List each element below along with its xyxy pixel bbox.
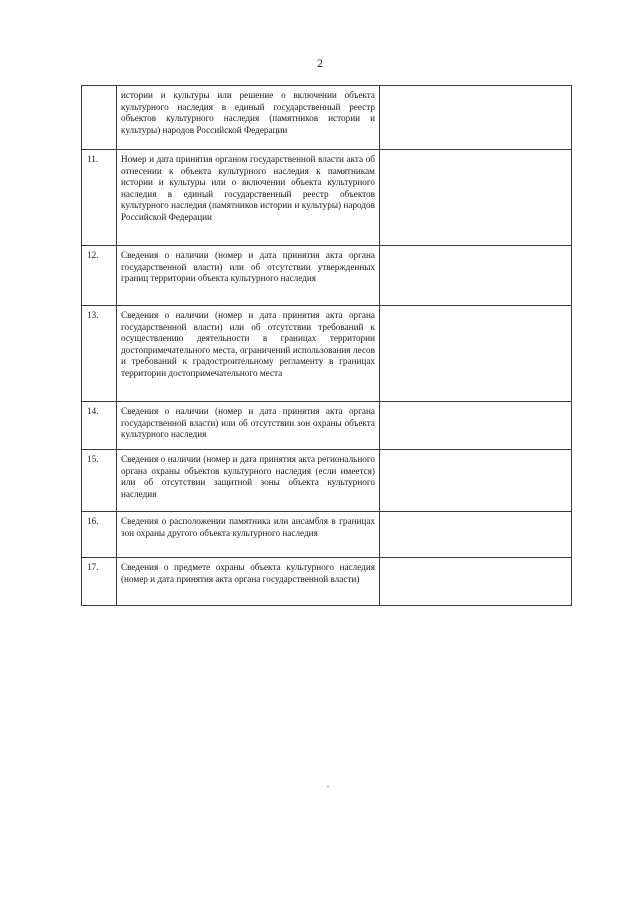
row-number (82, 86, 117, 150)
table-row (82, 512, 572, 558)
row-description: Сведения о наличии (номер и дата принятия акта органа государственной власти) или об отсутствии зон охраны объекта культурного наследия (117, 402, 380, 450)
row-value (380, 306, 572, 402)
table-row (82, 246, 572, 306)
table-row (82, 150, 572, 246)
row-value (380, 86, 572, 150)
row-description: Сведения о наличии (номер и дата принятия акта органа государственной власти) или об отсутствии утвержденных границ территории объекта культурного наследия (117, 246, 380, 306)
row-number: 17. (82, 558, 117, 606)
row-value (380, 558, 572, 606)
row-value (380, 246, 572, 306)
row-number: 16. (82, 512, 117, 558)
row-description: Сведения о расположении памятника или ансамбля в границах зон охраны другого объекта культурного наследия (117, 512, 380, 558)
row-description: Сведения о наличии (номер и дата принятия акта органа государственной власти) или об отсутствии требований к осуществлению деятельности в границах территории достопримечательного места, ограничений использования лесов и требований к градостроительному регламенту в границах территории достопримечательного места (117, 306, 380, 402)
registry-table (81, 85, 572, 606)
row-description: Номер и дата принятия органом государственной власти акта об отнесении к объекта культурного наследия к памятникам истории и культуры или о включении объекта культурного наследия в единый государственный реестр объектов культурного наследия (памятников истории и культуры) народов Российской Федерации (117, 150, 380, 246)
row-number: 13. (82, 306, 117, 402)
table-row (82, 306, 572, 402)
table-row (82, 86, 572, 150)
row-value (380, 512, 572, 558)
page-number: 2 (317, 56, 323, 70)
row-number: 12. (82, 246, 117, 306)
scan-artifact (327, 786, 329, 787)
row-number: 11. (82, 150, 117, 246)
row-value (380, 150, 572, 246)
row-value (380, 402, 572, 450)
row-value (380, 450, 572, 512)
table-row (82, 402, 572, 450)
table-row (82, 558, 572, 606)
row-number: 15. (82, 450, 117, 512)
row-description: истории и культуры или решение о включении объекта культурного наследия в единый государственный реестр объектов культурного наследия (памятников истории и культуры) народов Российской Федерации (117, 86, 380, 150)
row-description: Сведения о предмете охраны объекта культурного наследия (номер и дата принятия акта органа государственной власти) (117, 558, 380, 606)
row-description: Сведения о наличии (номер и дата принятия акта регионального органа охраны объектов культурного наследия (если имеется) или об отсутствии защитной зоны объекта культурного наследия (117, 450, 380, 512)
table-row (82, 450, 572, 512)
row-number: 14. (82, 402, 117, 450)
